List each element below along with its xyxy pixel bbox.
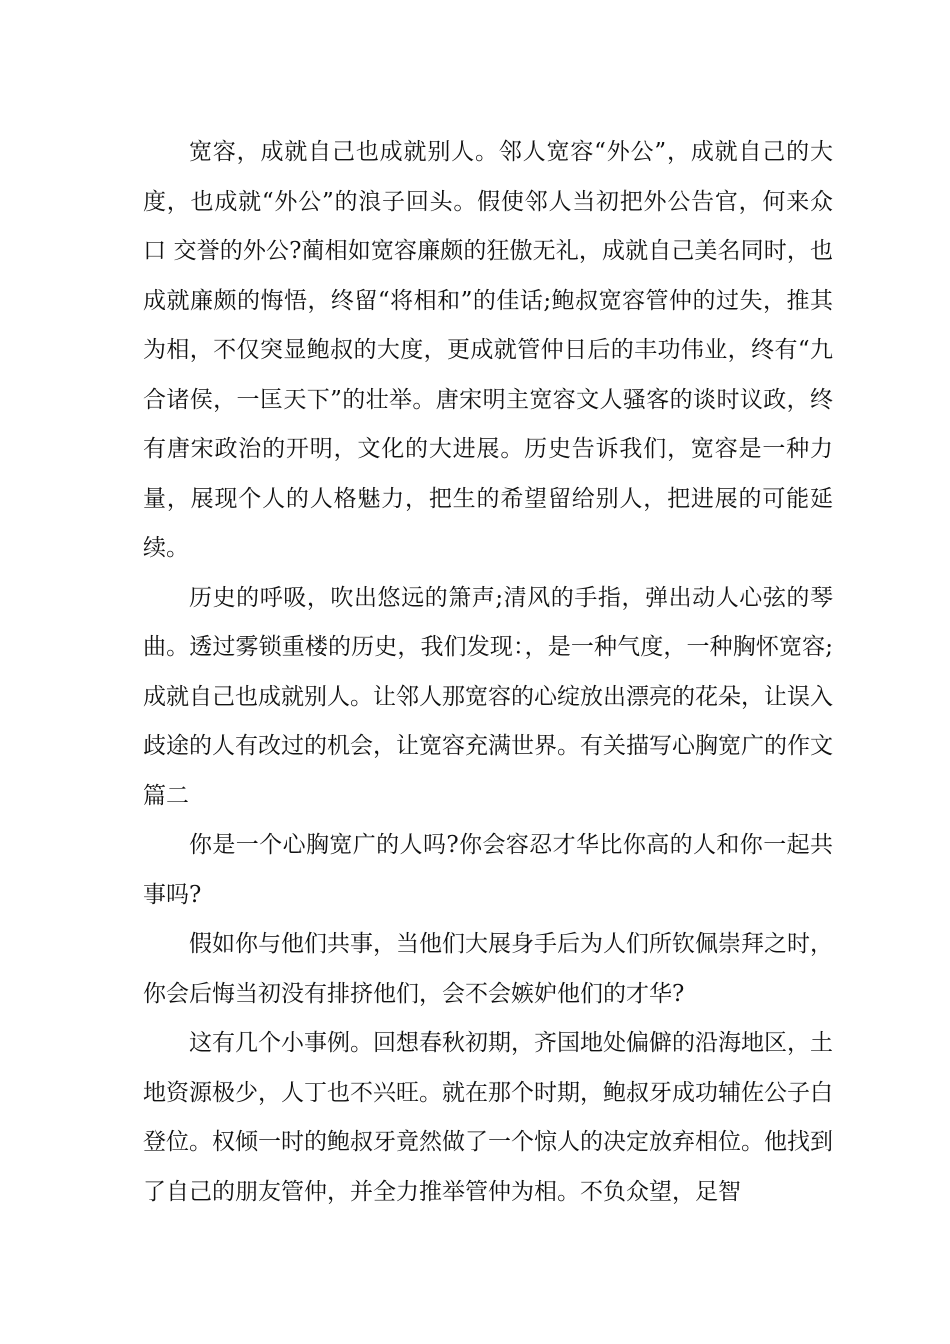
paragraph-3: 你是一个心胸宽广的人吗?你会容忍才华比你高的人和你一起共事吗? xyxy=(143,832,833,908)
paragraph-4: 假如你与他们共事，当他们大展身手后为人们所钦佩崇拜之时，你会后悔当初没有排挤他们，会不会嫉妒他们的才华? xyxy=(143,931,833,1007)
document-body xyxy=(143,128,833,1217)
paragraph-1: 宽容，成就自己也成就别人。邻人宽容“外公”，成就自己的大度，也成就“外公”的浪子回头。假使邻人当初把外公告官，何来众口 交誉的外公?蔺相如宽容廉颇的狂傲无礼，成就自己美名同时，也成就廉颇的悔悟，终留“将相和”的佳话;鲍叔宽容管仲的过失，推其为相，不仅突显鲍叔的大度，更成就管仲日后的丰功伟业，终有“九合诸侯，一匡天下”的壮举。唐宋明主宽容文人骚客的谈时议政，终有唐宋政治的开明，文化的大进展。历史告诉我们，宽容是一种力量，展现个人的人格魅力，把生的希望留给别人，把进展的可能延续。 xyxy=(143,139,833,561)
paragraph-5: 这有几个小事例。回想春秋初期，齐国地处偏僻的沿海地区，土地资源极少，人丁也不兴旺。就在那个时期，鲍叔牙成功辅佐公子白登位。权倾一时的鲍叔牙竟然做了一个惊人的决定放弃相位。他找到了自己的朋友管仲，并全力推举管仲为相。不负众望，足智 xyxy=(143,1030,833,1205)
paragraph-2: 历史的呼吸，吹出悠远的箫声;清风的手指，弹出动人心弦的琴曲。透过雾锁重楼的历史，我们发现：，是一种气度，一种胸怀宽容;成就自己也成就别人。让邻人那宽容的心绽放出漂亮的花朵，让误入歧途的人有改过的机会，让宽容充满世界。有关描写心胸宽广的作文篇二 xyxy=(143,584,833,809)
